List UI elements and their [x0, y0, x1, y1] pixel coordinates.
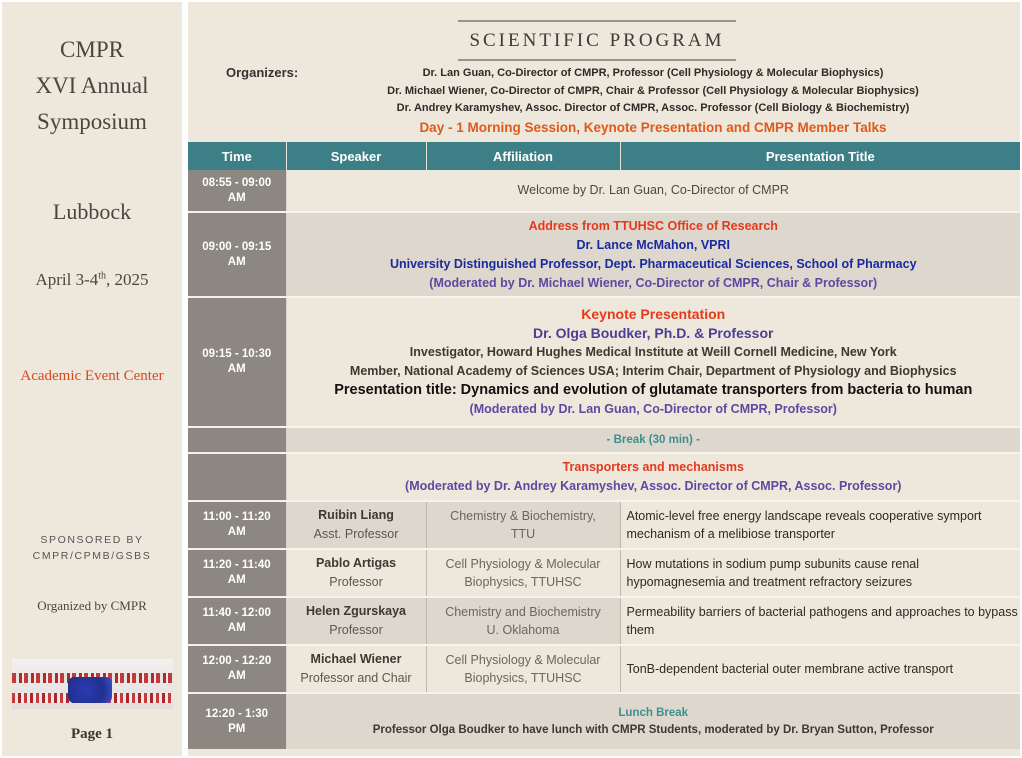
time-cell: 09:00 - 09:15 AM [188, 212, 286, 297]
time-cell: 12:00 - 12:20 AM [188, 645, 286, 693]
affiliation-cell: Cell Physiology & Molecular Biophysics, TTUHSC [426, 549, 620, 597]
program-title: SCIENTIFIC PROGRAM [469, 30, 725, 51]
table-row [188, 645, 1020, 693]
table-row [188, 693, 1020, 749]
sponsors [2, 532, 182, 564]
welcome-text: Welcome by Dr. Lan Guan, Co-Director of CMPR [286, 170, 1020, 212]
dates [2, 270, 182, 290]
sidebar [2, 2, 182, 756]
dates-prefix: April 3-4 [35, 270, 99, 289]
affiliation-cell: Cell Physiology & Molecular Biophysics, TTUHSC [426, 645, 620, 693]
lunch-block [286, 693, 1020, 749]
break-text: - Break (30 min) - [286, 427, 1020, 453]
organizer-line: Dr. Andrey Karamyshev, Assoc. Director of CMPR, Assoc. Professor (Cell Biology & Biochemistry) [396, 102, 910, 114]
keynote-talk: Presentation title: Dynamics and evolution of glutamate transporters from bacteria to human [334, 382, 973, 398]
title-cell: TonB-dependent bacterial outer membrane active transport [620, 645, 1020, 693]
col-title: Presentation Title [620, 142, 1020, 170]
session-title: Day - 1 Morning Session, Keynote Presentation and CMPR Member Talks [419, 120, 887, 135]
keynote-line1: Investigator, Howard Hughes Medical Institute at Weill Cornell Medicine, New York [409, 345, 897, 359]
time-cell: 11:00 - 11:20 AM [188, 501, 286, 549]
table-row [188, 212, 1020, 297]
speaker-cell: Helen Zgurskaya Professor [286, 597, 426, 645]
keynote-heading: Keynote Presentation [581, 306, 726, 322]
sponsored-label: SPONSORED BY [40, 534, 144, 546]
col-time: Time [188, 142, 286, 170]
organizer-line: Dr. Michael Wiener, Co-Director of CMPR, Chair & Professor (Cell Physiology & Molecular Biophysics) [387, 85, 919, 97]
city: Lubbock [52, 199, 132, 224]
title-line: Symposium [37, 109, 147, 134]
col-affiliation: Affiliation [426, 142, 620, 170]
table-row [188, 170, 1020, 212]
address-block [286, 212, 1020, 297]
table-row [188, 549, 1020, 597]
organizers-label: Organizers: [226, 65, 299, 80]
sponsor-list: CMPR/CPMB/GSBS [32, 550, 152, 562]
keynote-block [286, 297, 1020, 427]
title-line: XVI Annual [35, 73, 149, 98]
keynote-line2: Member, National Academy of Sciences USA; Interim Chair, Department of Physiology and Biophysics [349, 364, 957, 378]
table-row [188, 453, 1020, 501]
keynote-moderator: (Moderated by Dr. Lan Guan, Co-Director of CMPR, Professor) [469, 402, 837, 416]
speaker-cell: Michael Wiener Professor and Chair [286, 645, 426, 693]
title-cell: Permeability barriers of bacterial pathogens and approaches to bypass them [620, 597, 1020, 645]
session-moderator: (Moderated by Dr. Andrey Karamyshev, Assoc. Director of CMPR, Assoc. Professor) [405, 479, 902, 493]
table-row [188, 427, 1020, 453]
page-number: Page 1 [70, 726, 114, 742]
session-block [286, 453, 1020, 501]
time-cell [188, 453, 286, 501]
address-role: University Distinguished Professor, Dept. Pharmaceutical Sciences, School of Pharmacy [389, 256, 917, 271]
lunch-text: Professor Olga Boudker to have lunch with CMPR Students, moderated by Dr. Bryan Sutton, Professor [372, 723, 934, 736]
time-cell: 11:20 - 11:40 AM [188, 549, 286, 597]
session-heading: Transporters and mechanisms [562, 460, 744, 474]
speaker-cell: Ruibin Liang Asst. Professor [286, 501, 426, 549]
table-header [188, 142, 1020, 170]
address-speaker: Dr. Lance McMahon, VPRI [576, 237, 730, 252]
dates-sup: th [98, 270, 107, 282]
lunch-heading: Lunch Break [618, 706, 689, 719]
time-cell: 08:55 - 09:00 AM [188, 170, 286, 212]
table-row [188, 501, 1020, 549]
time-cell [188, 427, 286, 453]
col-speaker: Speaker [286, 142, 426, 170]
time-cell: 12:20 - 1:30 PM [188, 693, 286, 749]
affiliation-cell: Chemistry and Biochemistry U. Oklahoma [426, 597, 620, 645]
title-cell: How mutations in sodium pump subunits cause renal hypomagnesemia and treatment refractory seizures [620, 549, 1020, 597]
table-row [188, 297, 1020, 427]
symposium-title [2, 32, 182, 140]
dates-suffix: , 2025 [106, 270, 149, 289]
time-cell: 09:15 - 10:30 AM [188, 297, 286, 427]
time-cell: 11:40 - 12:00 AM [188, 597, 286, 645]
program-table [188, 142, 1020, 749]
organized-by: Organized by CMPR [37, 598, 147, 613]
title-line: CMPR [60, 37, 124, 62]
speaker-cell: Pablo Artigas Professor [286, 549, 426, 597]
table-row [188, 597, 1020, 645]
keynote-speaker: Dr. Olga Boudker, Ph.D. & Professor [533, 325, 774, 341]
program-panel [188, 2, 1020, 756]
membrane-protein-image [12, 659, 173, 709]
venue: Academic Event Center [20, 368, 164, 384]
affiliation-cell: Chemistry & Biochemistry, TTU [426, 501, 620, 549]
address-moderator: (Moderated by Dr. Michael Wiener, Co-Director of CMPR, Chair & Professor) [429, 275, 878, 290]
title-cell: Atomic-level free energy landscape reveals cooperative symport mechanism of a melibiose transporter [620, 501, 1020, 549]
organizer-line: Dr. Lan Guan, Co-Director of CMPR, Professor (Cell Physiology & Molecular Biophysics) [422, 67, 884, 79]
program-title-box [458, 20, 736, 61]
address-heading: Address from TTUHSC Office of Research [528, 218, 778, 233]
